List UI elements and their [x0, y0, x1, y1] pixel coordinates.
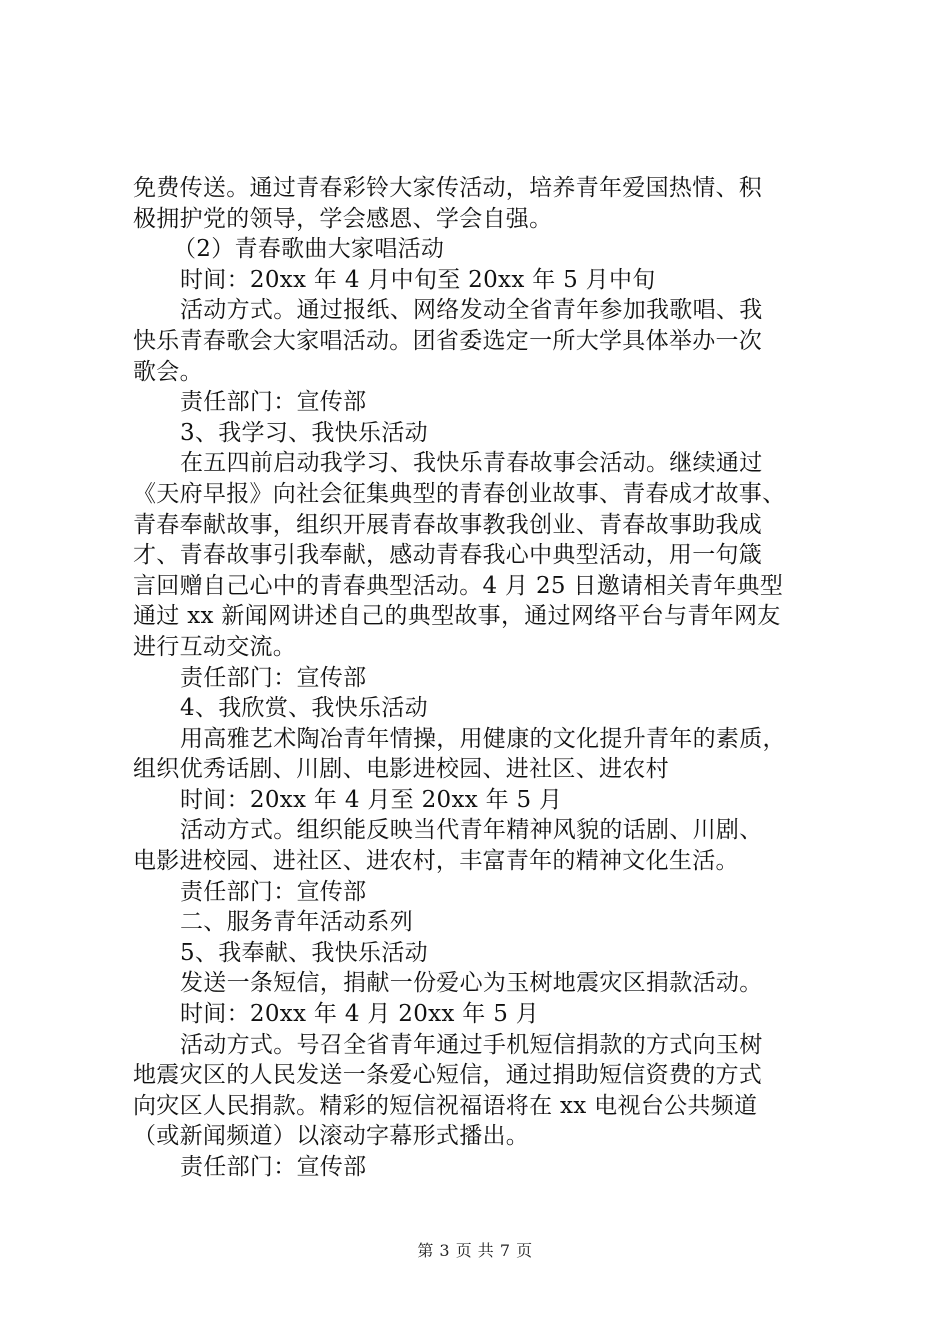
text-line: 责任部门：宣传部: [180, 1154, 367, 1180]
text-line: 用高雅艺术陶冶青年情操，用健康的文化提升青年的素质，: [180, 725, 786, 752]
text-line: 4、我欣赏、我快乐活动: [180, 695, 428, 722]
text-line: 二、服务青年活动系列: [180, 909, 413, 936]
text-line: 才、青春故事引我奉献，感动青春我心中典型活动，用一句箴: [133, 542, 763, 569]
text-line: 活动方式。组织能反映当代青年精神风貌的话剧、川剧、: [180, 817, 763, 844]
text-line: 快乐青春歌会大家唱活动。团省委选定一所大学具体举办一次: [133, 327, 763, 354]
text-line: （2）青春歌曲大家唱活动: [173, 236, 445, 263]
text-line: 活动方式。通过报纸、网络发动全省青年参加我歌唱、我: [180, 297, 763, 324]
text-line: 进行互动交流。: [133, 633, 297, 660]
text-line: 向灾区人民捐款。精彩的短信祝福语将在 xx 电视台公共频道: [133, 1092, 758, 1119]
document-body: [133, 173, 833, 1183]
text-line: 发送一条短信，捐献一份爱心为玉树地震灾区捐款活动。: [180, 970, 763, 997]
text-line: 5、我奉献、我快乐活动: [180, 939, 428, 966]
text-line: 言回赠自己心中的青春典型活动。4 月 25 日邀请相关青年典型: [133, 572, 784, 599]
text-line: 3、我学习、我快乐活动: [180, 419, 428, 446]
text-line: 组织优秀话剧、川剧、电影进校园、进社区、进农村: [133, 756, 669, 783]
text-line: 时间：20xx 年 4 月中旬至 20xx 年 5 月中旬: [180, 266, 656, 293]
text-line: （或新闻频道）以滚动字幕形式播出。: [133, 1123, 530, 1150]
text-line: 《天府早报》向社会征集典型的青春创业故事、青春成才故事、: [133, 480, 786, 507]
text-line: 通过 xx 新闻网讲述自己的典型故事，通过网络平台与青年网友: [133, 603, 781, 630]
text-line: 歌会。: [133, 358, 203, 385]
text-line: 责任部门：宣传部: [180, 389, 367, 416]
text-line: 活动方式。号召全省青年通过手机短信捐款的方式向玉树: [180, 1031, 763, 1058]
text-line: 免费传送。通过青春彩铃大家传活动，培养青年爱国热情、积: [133, 175, 763, 201]
page-footer: 第 3 页 共 7 页: [417, 1241, 533, 1260]
text-line: 责任部门：宣传部: [180, 664, 367, 691]
text-line: 青春奉献故事，组织开展青春故事教我创业、青春故事助我成: [133, 511, 763, 538]
text-line: 在五四前启动我学习、我快乐青春故事会活动。继续通过: [180, 450, 763, 477]
text-line: 地震灾区的人民发送一条爱心短信，通过捐助短信资费的方式: [133, 1062, 763, 1089]
text-line: 极拥护党的领导，学会感恩、学会自强。: [133, 205, 553, 232]
text-line: 责任部门：宣传部: [180, 878, 367, 905]
text-line: 时间：20xx 年 4 月至 20xx 年 5 月: [180, 786, 563, 813]
text-line: 时间：20xx 年 4 月 20xx 年 5 月: [180, 1001, 540, 1028]
text-line: 电影进校园、进社区、进农村，丰富青年的精神文化生活。: [133, 848, 739, 875]
